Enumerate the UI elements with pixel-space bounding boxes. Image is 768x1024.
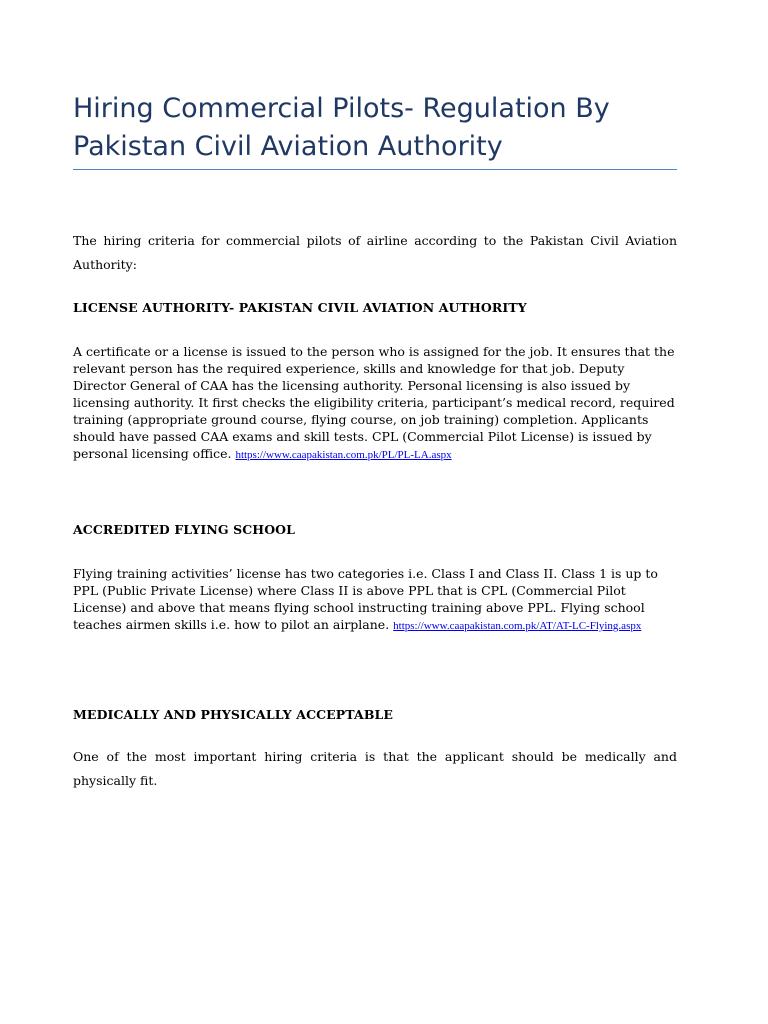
page-title: Hiring Commercial Pilots- Regulation By Pakistan Civil Aviation Authority	[73, 93, 610, 162]
flying-school-link[interactable]: https://www.caapakistan.com.pk/AT/AT-LC-Flying.aspx	[393, 620, 642, 632]
section-heading-flying-school: ACCREDITED FLYING SCHOOL	[73, 522, 296, 537]
section-heading-medical: MEDICALLY AND PHYSICALLY ACCEPTABLE	[73, 707, 393, 722]
intro-paragraph: The hiring criteria for commercial pilots of airline according to the Pakistan Civil Aviation Authority:	[73, 233, 677, 272]
section-body-medical: One of the most important hiring criteria is that the applicant should be medically and physically fit.	[73, 749, 677, 788]
flying-school-text: Flying training activities’ license has two categories i.e. Class I and Class II. Class 1 is up to PPL (Public Private License) where Class II is above PPL that is CPL (Commercial Pilot License) and above that means flying school instructing training above PPL. Flying school teaches airmen skills i.e. how to pilot an airplane.	[73, 566, 658, 632]
license-authority-text: A certificate or a license is issued to the person who is assigned for the job. It ensures that the relevant person has the required experience, skills and knowledge for that job. Deputy Director General of CAA has the licensing authority. Personal licensing is also issued by licensing authority. It first checks the eligibility criteria, participant’s medical record, required training (appropriate ground course, flying course, on job training) completion. Applicants should have passed CAA exams and skill tests. CPL (Commercial Pilot License) is issued by personal licensing office.	[73, 344, 675, 461]
section-body-flying-school	[73, 565, 677, 635]
section-heading-license-authority: LICENSE AUTHORITY- PAKISTAN CIVIL AVIATION AUTHORITY	[73, 300, 527, 315]
license-authority-link[interactable]: https://www.caapakistan.com.pk/PL/PL-LA.aspx	[235, 449, 452, 461]
title-divider	[73, 169, 677, 170]
section-body-license-authority	[73, 343, 677, 464]
